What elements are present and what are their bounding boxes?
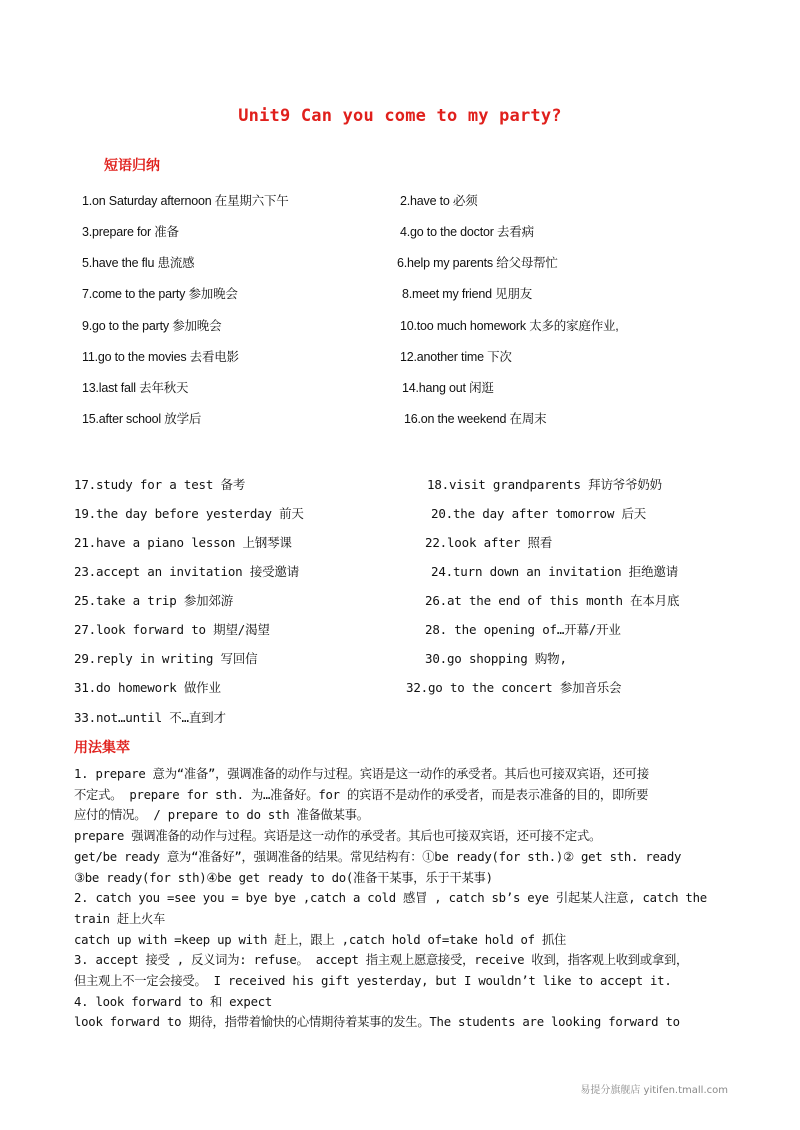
phrase-item: 15.after school 放学后 <box>82 412 202 426</box>
usage-line: catch up with =keep up with 赶上，跟上 ,catch hold of=take hold of 抓住 <box>74 932 567 947</box>
phrase-item: 10.too much homework 太多的家庭作业, <box>400 319 619 333</box>
usage-line: prepare 强调准备的动作与过程。宾语是这一动作的承受者。其后也可接双宾语，还可接不定式。 <box>74 829 602 844</box>
page-title: Unit9 Can you come to my party? <box>238 106 562 126</box>
phrase-item: 4.go to the doctor 去看病 <box>400 225 534 239</box>
phrase-item: 24.turn down an invitation 拒绝邀请 <box>431 564 678 579</box>
phrase-item: 9.go to the party 参加晚会 <box>82 319 222 333</box>
phrase-item: 14.hang out 闲逛 <box>402 381 494 395</box>
usage-line: 4. look forward to 和 expect <box>74 994 273 1009</box>
phrase-item: 31.do homework 做作业 <box>74 680 221 695</box>
phrase-item: 13.last fall 去年秋天 <box>82 381 189 395</box>
phrase-item: 8.meet my friend 见朋友 <box>402 287 533 301</box>
usage-heading: 用法集萃 <box>74 740 130 756</box>
phrases-heading: 短语归纳 <box>104 158 160 174</box>
usage-line: 3. accept 接受 , 反义词为: refuse。 accept 指主观上愿意接受，receive 收到，指客观上收到或拿到， <box>74 953 689 968</box>
usage-line: 1. prepare 意为“准备”，强调准备的动作与过程。宾语是这一动作的承受者。其后也可接双宾语，还可接 <box>74 767 649 781</box>
usage-line: get/be ready 意为“准备好”，强调准备的结果。常见结构有：①be ready(for sth.)② get sth. ready <box>74 849 682 864</box>
phrase-item: 26.at the end of this month 在本月底 <box>425 593 680 608</box>
phrase-item: 21.have a piano lesson 上钢琴课 <box>74 535 292 550</box>
phrase-item: 1.on Saturday afternoon 在星期六下午 <box>82 194 289 208</box>
phrase-item: 7.come to the party 参加晚会 <box>82 287 238 301</box>
phrase-item: 6.help my parents 给父母帮忙 <box>397 256 558 270</box>
phrase-item: 27.look forward to 期望/渴望 <box>74 622 270 637</box>
usage-line: look forward to 期待，指带着愉快的心情期待着某事的发生。The students are looking forward to <box>74 1015 680 1030</box>
phrase-item: 23.accept an invitation 接受邀请 <box>74 564 300 579</box>
phrase-item: 25.take a trip 参加郊游 <box>74 593 234 608</box>
phrase-item: 32.go to the concert 参加音乐会 <box>406 680 622 695</box>
phrase-item: 29.reply in writing 写回信 <box>74 651 258 666</box>
phrase-item: 20.the day after tomorrow 后天 <box>431 506 647 521</box>
usage-line: 应付的情况。 / prepare to do sth 准备做某事。 <box>74 808 369 823</box>
phrase-item: 18.visit grandparents 拜访爷爷奶奶 <box>427 477 662 492</box>
phrase-item: 5.have the flu 患流感 <box>82 256 195 270</box>
usage-line: 不定式。 prepare for sth. 为…准备好。for 的宾语不是动作的承受者，而是表示准备的目的，即所要 <box>74 787 649 802</box>
phrase-item: 28. the opening of…开幕/开业 <box>425 622 621 637</box>
phrase-item: 30.go shopping 购物, <box>425 651 567 666</box>
phrase-item: 2.have to 必须 <box>400 194 478 208</box>
phrase-item: 22.look after 照看 <box>425 535 553 550</box>
phrase-item: 11.go to the movies 去看电影 <box>82 350 239 364</box>
usage-line: train 赶上火车 <box>74 911 166 926</box>
usage-line: 但主观上不一定会接受。 I received his gift yesterday, but I wouldn’t like to accept it. <box>74 974 672 989</box>
phrase-item: 16.on the weekend 在周末 <box>404 412 547 426</box>
phrase-item: 33.not…until 不…直到才 <box>74 710 226 725</box>
phrase-item: 12.another time 下次 <box>400 350 512 364</box>
usage-line: ③be ready(for sth)④be get ready to do(准备干某事，乐于干某事) <box>74 870 493 885</box>
footer-watermark: 易提分旗舰店 yitifen.tmall.com <box>580 1085 728 1096</box>
phrase-item: 19.the day before yesterday 前天 <box>74 506 304 521</box>
phrase-item: 3.prepare for 准备 <box>82 225 179 239</box>
usage-line: 2. catch you =see you = bye bye ,catch a cold 感冒 , catch sb’s eye 引起某人注意, catch the <box>74 891 707 906</box>
phrase-item: 17.study for a test 备考 <box>74 477 246 492</box>
usage-notes <box>74 764 728 1033</box>
